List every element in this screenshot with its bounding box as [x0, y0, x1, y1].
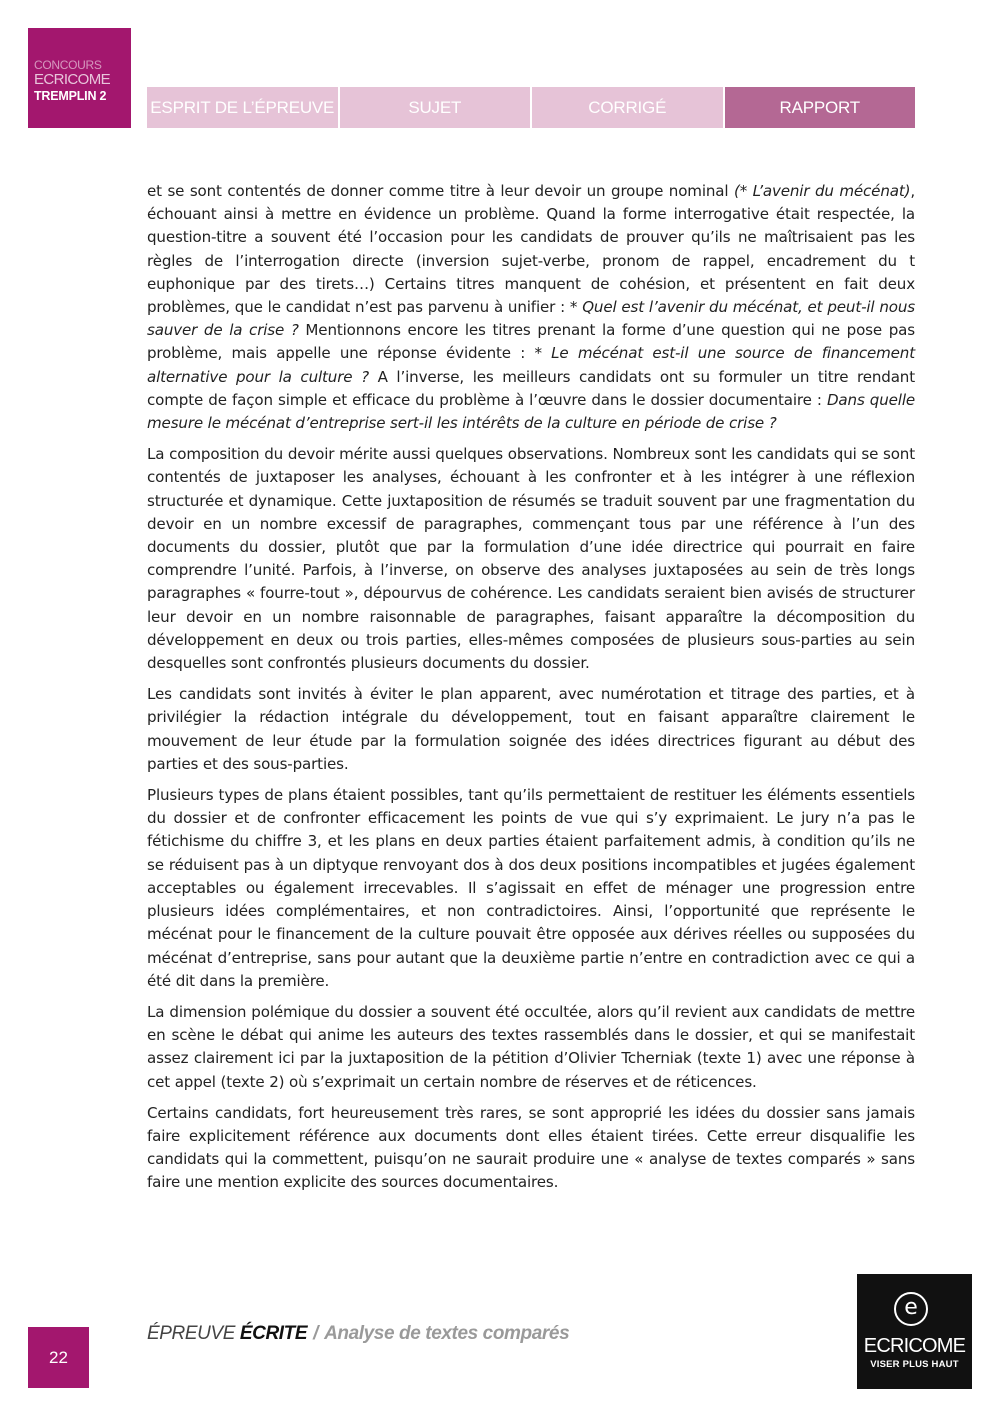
- text-segment: La composition du devoir mérite aussi quelques observations. Nombreux sont les candidats qui se sont contentés de juxtaposer les analyses, échouant à les confronter et à les intégrer à une réflexion structurée et dynamique. Cette juxtaposition de résumés se traduit souvent par une fragmentation du devoir en un nombre excessif de paragraphes, commençant tous par une référence à l’un des documents du dossier, plutôt que par la formulation d’une idée directrice qui pourrait en faire comprendre l’unité. Parfois, à l’inverse, on observe des analyses juxtaposées au sein de très longs paragraphes « fourre-tout », dépourvus de cohérence. Les candidats seraient bien avisés de structurer leur devoir en un nombre raisonnable de paragraphes, faisant apparaître la décomposition du développement en deux ou trois parties, elles-mêmes composées de plusieurs sous-parties au sein desquelles sont confrontés plusieurs documents du dossier.: [147, 445, 915, 673]
- concours-logo: [28, 28, 131, 128]
- brand-name: ECRICOME: [863, 1335, 966, 1357]
- italic-segment: Dans quelle mesure le mécénat d’entreprise sert-il les intérêts de la culture en période de crise ?: [147, 390, 915, 433]
- italic-segment: * Le mécénat est-il une source de financement alternative pour la culture ?: [147, 344, 915, 386]
- footer-title-bold: ÉCRITE: [239, 1323, 308, 1344]
- brand-tagline: VISER PLUS HAUT: [870, 1359, 959, 1370]
- page-number: 22: [28, 1327, 89, 1388]
- section-tabs: [147, 87, 915, 128]
- paragraph: [147, 180, 915, 435]
- text-segment: A l’inverse, les meilleurs candidats ont su formuler un titre rendant compte de façon simple et efficace du problème à l’œuvre dans le dossier documentaire :: [147, 367, 915, 409]
- text-segment: La dimension polémique du dossier a souvent été occultée, alors qu’il revient aux candidats de mettre en scène le débat qui anime les auteurs des textes rassemblés dans le dossier, et qui se manifestait assez clairement ici par la juxtaposition de la pétition d’Olivier Tcherniak (texte 1) avec une réponse à cet appel (texte 2) où s’exprimait un certain nombre de réserves et de réticences.: [147, 1002, 915, 1091]
- italic-segment: (* L’avenir du mécénat): [734, 182, 911, 200]
- logo-ecricome-text: ECRICOME: [34, 71, 111, 88]
- logo-concours-text: CONCOURS: [34, 58, 102, 72]
- brand-symbol: e: [904, 1295, 918, 1320]
- text-segment: Les candidats sont invités à éviter le plan apparent, avec numérotation et titrage des parties, et à privilégier la rédaction intégrale du développement, tout en faisant apparaître clairement le mouvement de leur étude par la formulation soignée des idées directrices figurant au début des parties et des sous-parties.: [147, 685, 915, 773]
- text-segment: et se sont contentés de donner comme titre à leur devoir un groupe nominal: [147, 182, 734, 200]
- text-segment: Certains candidats, fort heureusement très rares, se sont approprié les idées du dossier sans jamais faire explicitement référence aux documents dont elles étaient tirées. Cette erreur disqualifie les candidats qui la commettent, puisqu’on ne saurait produire une « analyse de textes comparés » sans faire une mention explicite des sources documentaires.: [147, 1103, 915, 1192]
- paragraph: [147, 784, 915, 993]
- ecricome-e-icon: [894, 1292, 928, 1326]
- tab-rapport[interactable]: RAPPORT: [725, 87, 916, 128]
- text-segment: Mentionnons encore les titres prenant la forme d’une question qui ne pose pas problème, mais appelle une réponse évidente :: [147, 321, 915, 363]
- text-segment: Plusieurs types de plans étaient possibles, tant qu’ils permettaient de restituer les éléments essentiels du dossier et de confronter efficacement les points de vue qui s’y exprimaient. Le jury n’a pas le fétichisme du chiffre 3, et les plans en deux parties étaient parfaitement admis, à condition qu’ils ne se réduisent pas à un diptyque renvoyant dos à dos deux positions incompatibles et jugées également acceptables ou également irrecevables. Il s’agissait en effet de ménager une progression entre plusieurs idées complémentaires, et non contradictoires. Ainsi, l’opportunité que représente le mécénat pour le financement de la culture pouvait être opposée aux dérives réelles ou supposées du mécénat d’entreprise, sans pour autant que la deuxième partie n’entre en contradiction avec ce qui a été dit dans la première.: [147, 786, 915, 990]
- paragraph: [147, 1102, 915, 1195]
- ecricome-brand-logo: [857, 1274, 972, 1389]
- footer-slash: /: [313, 1323, 319, 1344]
- footer-title-prefix: ÉPREUVE: [147, 1323, 240, 1344]
- paragraph: [147, 443, 915, 675]
- paragraph: [147, 683, 915, 776]
- paragraph: [147, 1001, 915, 1094]
- tab-sujet[interactable]: SUJET: [340, 87, 531, 128]
- italic-segment: * Quel est l’avenir du mécénat, et peut-il nous sauver de la crise ?: [147, 298, 915, 340]
- text-segment: , échouant ainsi à mettre en évidence un problème. Quand la forme interrogative était respectée, la question-titre a souvent été l’occasion pour les candidats de prouver qu’ils ne maîtrisaient pas les règles de l’interrogation directe (inversion sujet-verbe, pronom de rappel, encadrement du t euphonique par des tirets…) Certains titres manquent de cohésion, et présentent en fait deux problèmes, que le candidat n’est pas parvenu à unifier :: [147, 182, 916, 317]
- footer-title: [147, 1323, 569, 1345]
- logo-tremplin-text: TREMPLIN 2: [34, 89, 107, 103]
- tab-esprit-epreuve[interactable]: ESPRIT DE L’ÉPREUVE: [147, 87, 338, 128]
- report-body: [147, 180, 915, 1203]
- footer-subtitle: Analyse de textes comparés: [324, 1323, 570, 1344]
- tab-corrige[interactable]: CORRIGÉ: [532, 87, 723, 128]
